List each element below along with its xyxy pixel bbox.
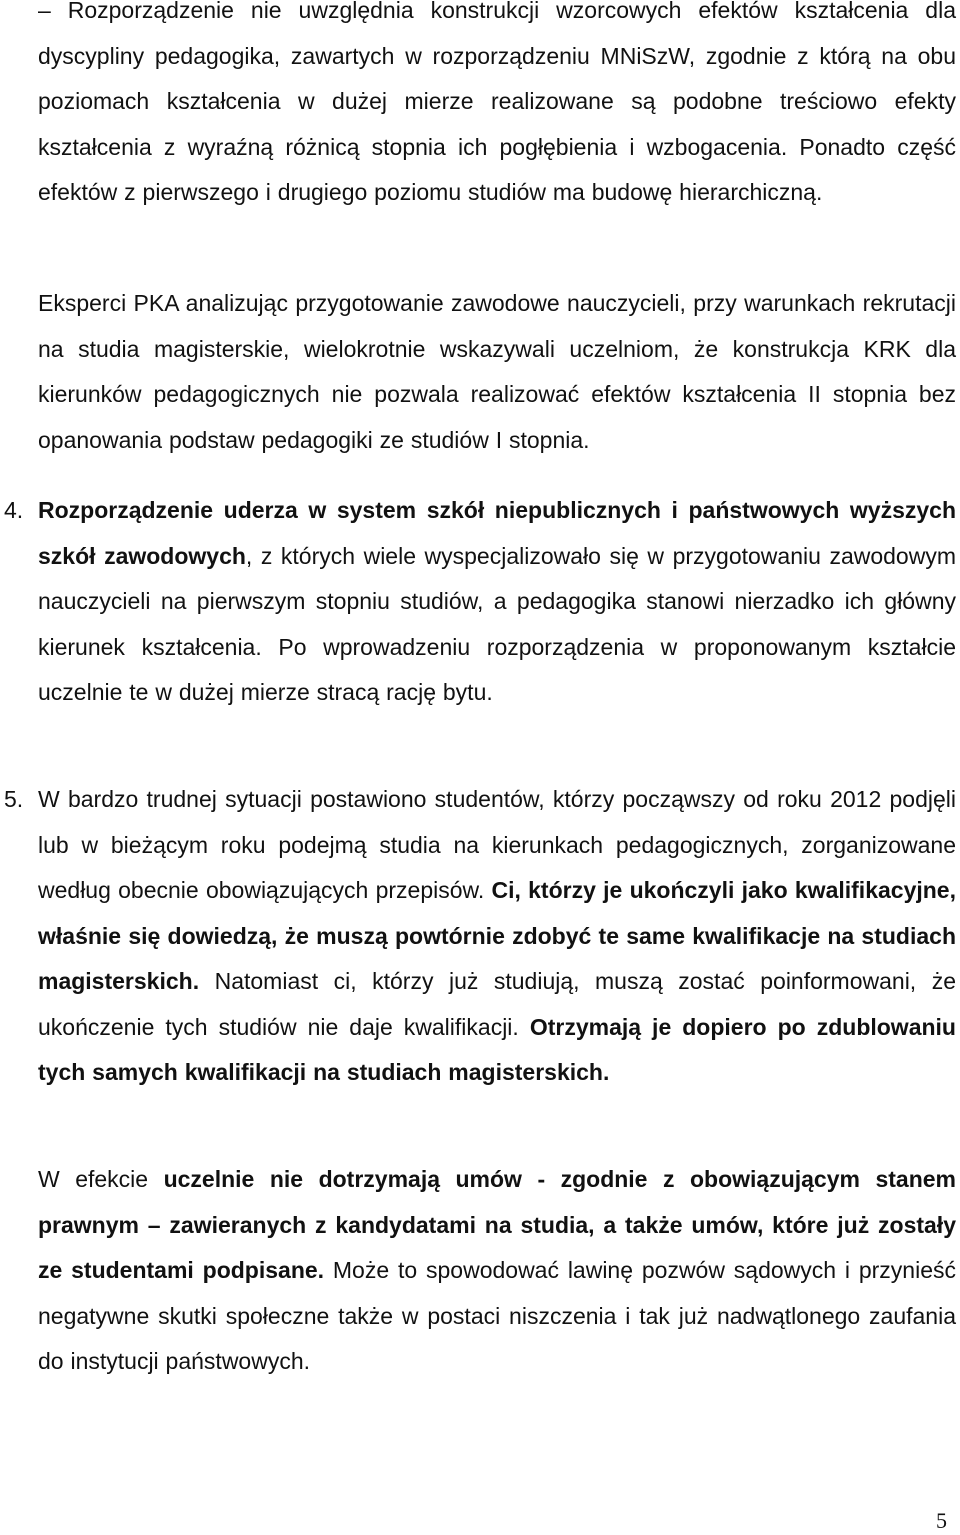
paragraph-item-4 — [38, 488, 956, 716]
item-5-bold-2: Otrzymają je dopiero po zdublowaniu tych samych kwalifikacji na studiach magisterskich. — [38, 1013, 956, 1085]
item-5-text-2: Natomiast ci, którzy już studiują, muszą zostać poinformowani, że ukończenie tych studiów nie daje kwalifikacji. — [38, 968, 956, 1040]
item-5-text-1: W bardzo trudnej sytuacji postawiono studentów, którzy począwszy od roku 2012 podjęli lub w bieżącym roku podejmą studia na kierunkach pedagogicznych, zorganizowane według obecnie obowiązujących przepisów. — [38, 786, 956, 903]
item-4-text: , z których wiele wyspecjalizowało się w przygotowaniu zawodowym nauczycieli na pierwszym stopniu studiów, a pedagogika stanowi nierzadko ich główny kierunek kształcenia. Po wprowadzeniu rozporządzenia w proponowanym kształcie uczelnie te w dużej mierze stracą rację bytu. — [38, 542, 956, 705]
paragraph-consequences — [38, 1157, 956, 1385]
consequences-bold: uczelnie nie dotrzymają umów - zgodnie z obowiązującym stanem prawnym – zawieranych z kandydatami na studia, a także umów, które już zostały ze studentami podpisane. — [38, 1166, 956, 1283]
item-4-bold: Rozporządzenie uderza w system szkół niepublicznych i państwowych wyższych szkół zawodowych — [38, 497, 956, 569]
item-5-number: 5. — [4, 786, 24, 812]
item-5-bold-1: Ci, którzy je ukończyli jako kwalifikacyjne, właśnie się dowiedzą, że muszą powtórnie zdobyć te same kwalifikacje na studiach magisterskich. — [38, 877, 956, 994]
page-number: 5 — [936, 1508, 947, 1533]
paragraph-item-5 — [38, 777, 956, 1096]
paragraph-pka-experts: Eksperci PKA analizując przygotowanie zawodowe nauczycieli, przy warunkach rekrutacji na studia magisterskie, wielokrotnie wskazywali uczelniom, że konstrukcja KRK dla kierunków pedagogicznych nie pozwala realizować efektów kształcenia II stopnia bez opanowania podstaw pedagogiki ze studiów I stopnia. — [38, 290, 956, 453]
paragraph-dash-note: – Rozporządzenie nie uwzględnia konstrukcji wzorcowych efektów kształcenia dla dyscypliny pedagogika, zawartych w rozporządzeniu MNiSzW, zgodnie z którą na obu poziomach kształcenia w dużej mierze realizowane są podobne treściowo efekty kształcenia z wyraźną różnicą stopnia ich pogłębienia i wzbogacenia. Ponadto część efektów z pierwszego i drugiego poziomu studiów ma budowę hierarchiczną. — [38, 0, 956, 205]
consequences-text-1: W efekcie — [38, 1166, 164, 1192]
item-4-number: 4. — [4, 497, 24, 523]
consequences-text-2: Może to spowodować lawinę pozwów sądowych i przynieść negatywne skutki społeczne także w postaci niszczenia i tak już nadwątlonego zaufania do instytucji państwowych. — [38, 1257, 957, 1374]
